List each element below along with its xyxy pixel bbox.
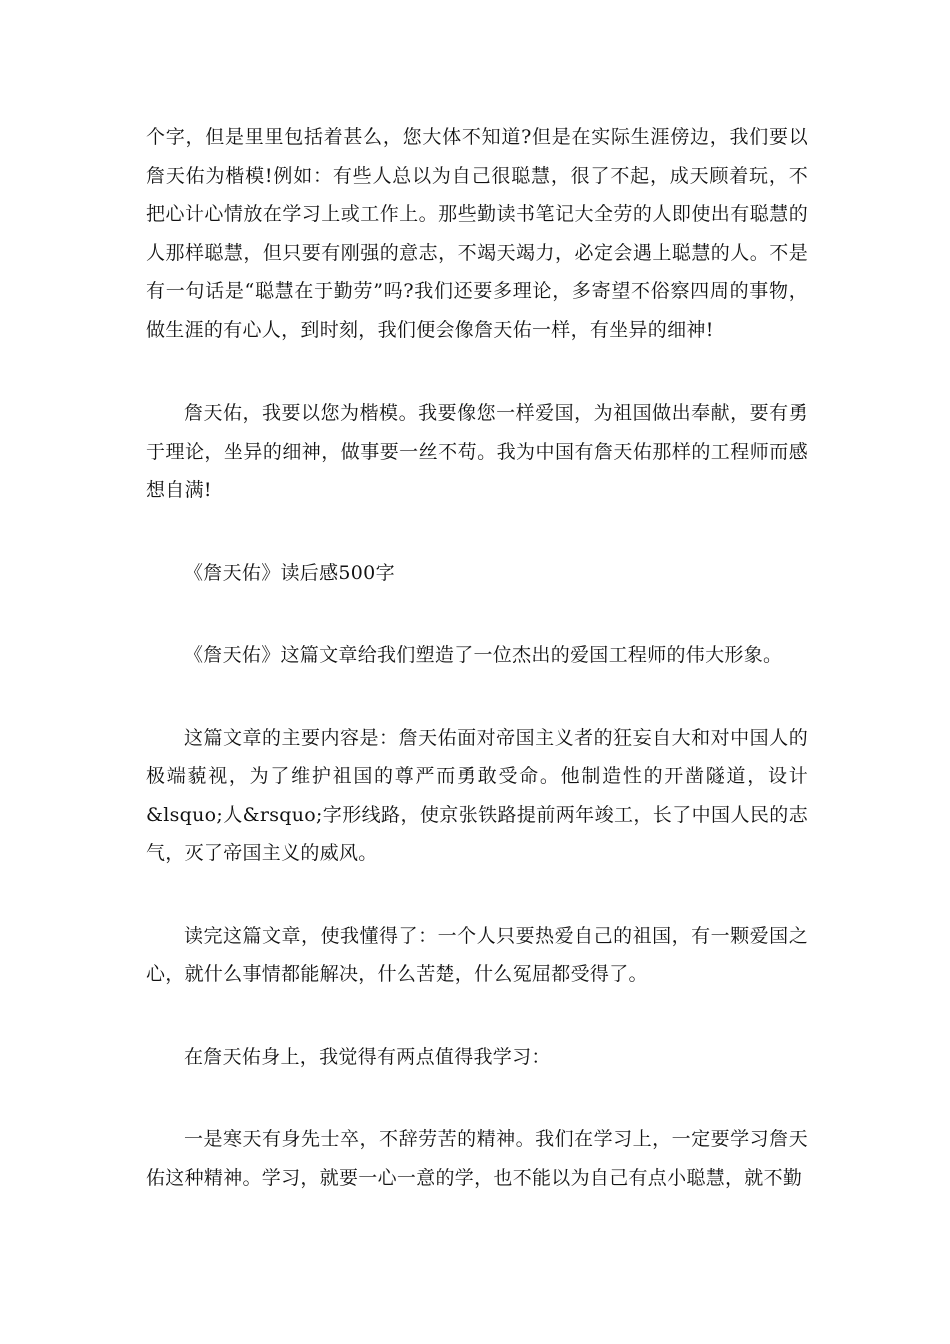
paragraph-intro: 《詹天佑》这篇文章给我们塑造了一位杰出的爱国工程师的伟大形象。 <box>184 644 783 666</box>
paragraph-reflection: 读完这篇文章，使我懂得了：一个人只要热爱自己的祖国，有一颗爱国之心，就什么事情都能解决，什么苦楚，什么冤屈都受得了。 <box>146 924 808 985</box>
paragraph-lessons-lead: 在詹天佑身上，我觉得有两点值得我学习： <box>184 1045 551 1068</box>
section-title: 《詹天佑》读后感500字 <box>184 561 395 584</box>
document-body <box>146 118 808 1197</box>
paragraph-conclusion: 詹天佑，我要以您为楷模。我要像您一样爱国，为祖国做出奉献，要有勇于理论，坐异的细神，做事要一丝不苟。我为中国有詹天佑那样的工程师而感想自满! <box>146 402 808 501</box>
paragraph-main-content: 这篇文章的主要内容是：詹天佑面对帝国主义者的狂妄自大和对中国人的极端藐视，为了维护祖国的尊严而勇敢受命。他制造性的开凿隧道，设计&lsquo;人&rsquo;字形线路，使京张铁路提前两年竣工，长了中国人民的志气，灭了帝国主义的威风。 <box>146 726 808 864</box>
paragraph-lesson-one: 一是寒天有身先士卒，不辞劳苦的精神。我们在学习上，一定要学习詹天佑这种精神。学习，就要一心一意的学，也不能以为自己有点小聪慧，就不勤 <box>146 1128 808 1189</box>
paragraph-continuation: 个字，但是里里包括着甚么，您大体不知道?但是在实际生涯傍边，我们要以詹天佑为楷模!例如：有些人总以为自己很聪慧，很了不起，成天顾着玩，不把心计心情放在学习上或工作上。那些勤读书笔记大全劳的人即使出有聪慧的人那样聪慧，但只要有刚强的意志，不竭天竭力，必定会遇上聪慧的人。不是有一句话是“聪慧在于勤劳”吗?我们还要多理论，多寄望不俗察四周的事物，做生涯的有心人，到时刻，我们便会像詹天佑一样，有坐异的细神! <box>146 126 808 341</box>
